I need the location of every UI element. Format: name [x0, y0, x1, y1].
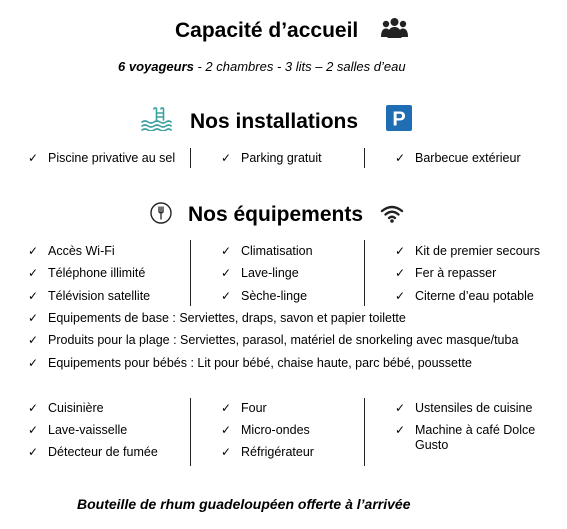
check-icon: ✓ — [28, 311, 39, 325]
check-icon: ✓ — [395, 423, 406, 437]
svg-text:P: P — [392, 108, 406, 131]
list-item: ✓ Ustensiles de cuisine — [395, 401, 533, 415]
capacity-guests: 6 voyageurs — [118, 59, 194, 74]
list-item: ✓ Produits pour la plage : Serviettes, parasol, matériel de snorkeling avec masque/tuba — [28, 333, 519, 347]
check-icon: ✓ — [395, 151, 406, 165]
list-item: ✓ Accès Wi-Fi — [28, 244, 115, 258]
check-icon: ✓ — [28, 289, 39, 303]
divider — [190, 148, 191, 168]
list-item: ✓ Micro-ondes — [221, 423, 310, 437]
equipements-title: Nos équipements — [188, 203, 364, 226]
check-icon: ✓ — [28, 333, 39, 347]
list-item: ✓ Piscine privative au sel — [28, 151, 176, 165]
divider — [364, 148, 365, 168]
check-icon: ✓ — [28, 244, 39, 258]
divider — [364, 398, 365, 466]
list-item: ✓ Machine à café Dolce Gusto — [395, 423, 536, 452]
list-item: ✓ Kit de premier secours — [395, 244, 541, 258]
list-item: ✓ Parking gratuit — [221, 151, 322, 165]
check-icon: ✓ — [395, 266, 406, 280]
check-icon: ✓ — [221, 244, 232, 258]
list-item: ✓ Détecteur de fumée — [28, 445, 158, 459]
divider — [364, 240, 365, 306]
check-icon: ✓ — [221, 266, 232, 280]
list-item: ✓ Télévision satellite — [28, 289, 151, 303]
capacity-details: - 2 chambres - 3 lits – 2 salles d’eau — [193, 59, 406, 74]
footer-note: Bouteille de rhum guadeloupéen offerte à l’arrivée — [77, 496, 411, 512]
check-icon: ✓ — [221, 401, 232, 415]
list-item: ✓ Equipements de base : Serviettes, draps, savon et papier toilette — [28, 311, 406, 325]
check-icon: ✓ — [221, 445, 232, 459]
check-icon: ✓ — [28, 151, 39, 165]
check-icon: ✓ — [28, 266, 39, 280]
list-item: ✓ Climatisation — [221, 244, 313, 258]
list-item: ✓ Barbecue extérieur — [395, 151, 521, 165]
check-icon: ✓ — [28, 401, 39, 415]
list-item: ✓ Citerne d’eau potable — [395, 289, 534, 303]
list-item: ✓ Cuisinière — [28, 401, 104, 415]
check-icon: ✓ — [395, 244, 406, 258]
people-group-icon — [381, 17, 408, 39]
check-icon: ✓ — [221, 423, 232, 437]
list-item: ✓ Fer à repasser — [395, 266, 497, 280]
divider — [190, 240, 191, 306]
capacity-summary — [118, 59, 406, 74]
list-item: ✓ Téléphone illimité — [28, 266, 146, 280]
divider — [190, 398, 191, 466]
capacity-title: Capacité d’accueil — [175, 19, 359, 42]
list-item: ✓ Lave-vaisselle — [28, 423, 128, 437]
swimming-pool-icon — [141, 107, 172, 131]
list-item: ✓ Réfrigérateur — [221, 445, 314, 459]
check-icon: ✓ — [28, 445, 39, 459]
check-icon: ✓ — [221, 151, 232, 165]
list-item: ✓ Sèche-linge — [221, 289, 308, 303]
list-item: ✓ Equipements pour bébés : Lit pour bébé, chaise haute, parc bébé, poussette — [28, 356, 472, 370]
wifi-icon — [380, 205, 404, 223]
check-icon: ✓ — [221, 289, 232, 303]
check-icon: ✓ — [395, 289, 406, 303]
check-icon: ✓ — [28, 356, 39, 370]
check-icon: ✓ — [395, 401, 406, 415]
installations-title: Nos installations — [190, 110, 359, 133]
parking-icon — [386, 105, 412, 131]
check-icon: ✓ — [28, 423, 39, 437]
cutlery-plate-icon — [150, 202, 172, 224]
list-item: ✓ Four — [221, 401, 267, 415]
list-item: ✓ Lave-linge — [221, 266, 299, 280]
